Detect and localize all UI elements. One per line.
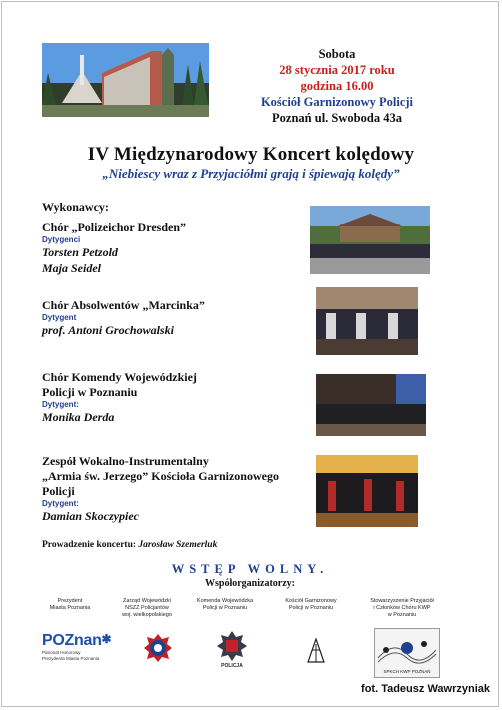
organizer-4: Kościół Garnizonowy Policji w Poznaniu [285,598,337,611]
choir-name: „Armia św. Jerzego” Kościoła Garnizonowego [42,469,279,483]
choir-block-1 [42,220,302,276]
choir-block-3 [42,370,302,425]
host-line [42,540,217,550]
concert-title: IV Międzynarodowy Koncert kolędowy [87,144,415,165]
svg-text:POLICJA: POLICJA [221,663,243,668]
free-entry: WSTĘP WOLNY. [171,562,329,576]
coorganizers-label: Współorganizatorzy: [205,578,295,589]
choir-block-2 [42,298,302,338]
conductor-role: Dytygent: [42,499,79,508]
nszz-logo-icon [143,633,173,663]
concert-subtitle: „Niebiescy wraz z Przyjaciółmi grają i śpiewają kolędy” [102,166,400,181]
choir-association-logo [374,628,440,678]
photo-credit: fot. Tadeusz Wawrzyniak [361,683,490,695]
choir-block-4 [42,454,312,524]
organizer-2: Zarząd Wojewódzki NSZZ Policjantów woj. wielkopolskiego [122,598,172,618]
event-address: Poznań ul. Swoboda 43a [272,111,402,125]
choir-name: Chór Komendy Wojewódzkiej [42,370,197,384]
conductor-name: Maja Seidel [42,261,101,275]
performers-label: Wykonawcy: [42,200,109,214]
church-logo-icon [306,638,326,664]
svg-text:SPKCH KWP POZNAŃ: SPKCH KWP POZNAŃ [383,669,431,674]
policja-badge-icon [216,630,248,668]
organizer-3: Komenda Wojewódzka Policji w Poznaniu [196,598,254,611]
event-venue: Kościół Garnizonowy Policji [260,95,414,109]
choir-name: Chór „Polizeichor Dresden” [42,220,186,234]
choir-photo-marcinka [316,287,418,355]
event-info [232,46,442,126]
conductor-name: Damian Skoczypiec [42,509,139,523]
choir-photo-armia [316,455,418,527]
choir-name: Policji [42,484,75,498]
choir-photo-kwp [316,374,426,436]
conductor-name: prof. Antoni Grochowalski [42,323,174,337]
poznan-logo: POZnan✱ Patronat Honorowy Prezydenta Miasta Poznania [42,632,112,661]
event-date: 28 stycznia 2017 roku [279,63,395,77]
host-label: Prowadzenie koncertu: [42,540,137,550]
conductor-role: Dytygent: [42,400,79,409]
choir-name: Policji w Poznaniu [42,385,138,399]
organizer-1: Prezydent Miasta Poznania [49,598,91,611]
choir-name: Zespół Wokalno-Instrumentalny [42,454,209,468]
conductor-role: Dytygenci [42,235,81,244]
event-time: godzina 16.00 [300,79,374,93]
conductor-role: Dytygent [42,313,77,322]
host-name: Jarosław Szemerluk [138,540,218,550]
choir-photo-dresden [310,206,430,274]
choir-name: Chór Absolwentów „Marcinka” [42,298,205,312]
conductor-name: Monika Derda [42,410,115,424]
conductor-name: Torsten Petzold [42,245,118,259]
church-photo [42,43,209,117]
organizer-5: Stowarzyszenie Przyjaciół i Członków Chóru KWP w Poznaniu [370,598,434,618]
event-day: Sobota [318,47,356,61]
